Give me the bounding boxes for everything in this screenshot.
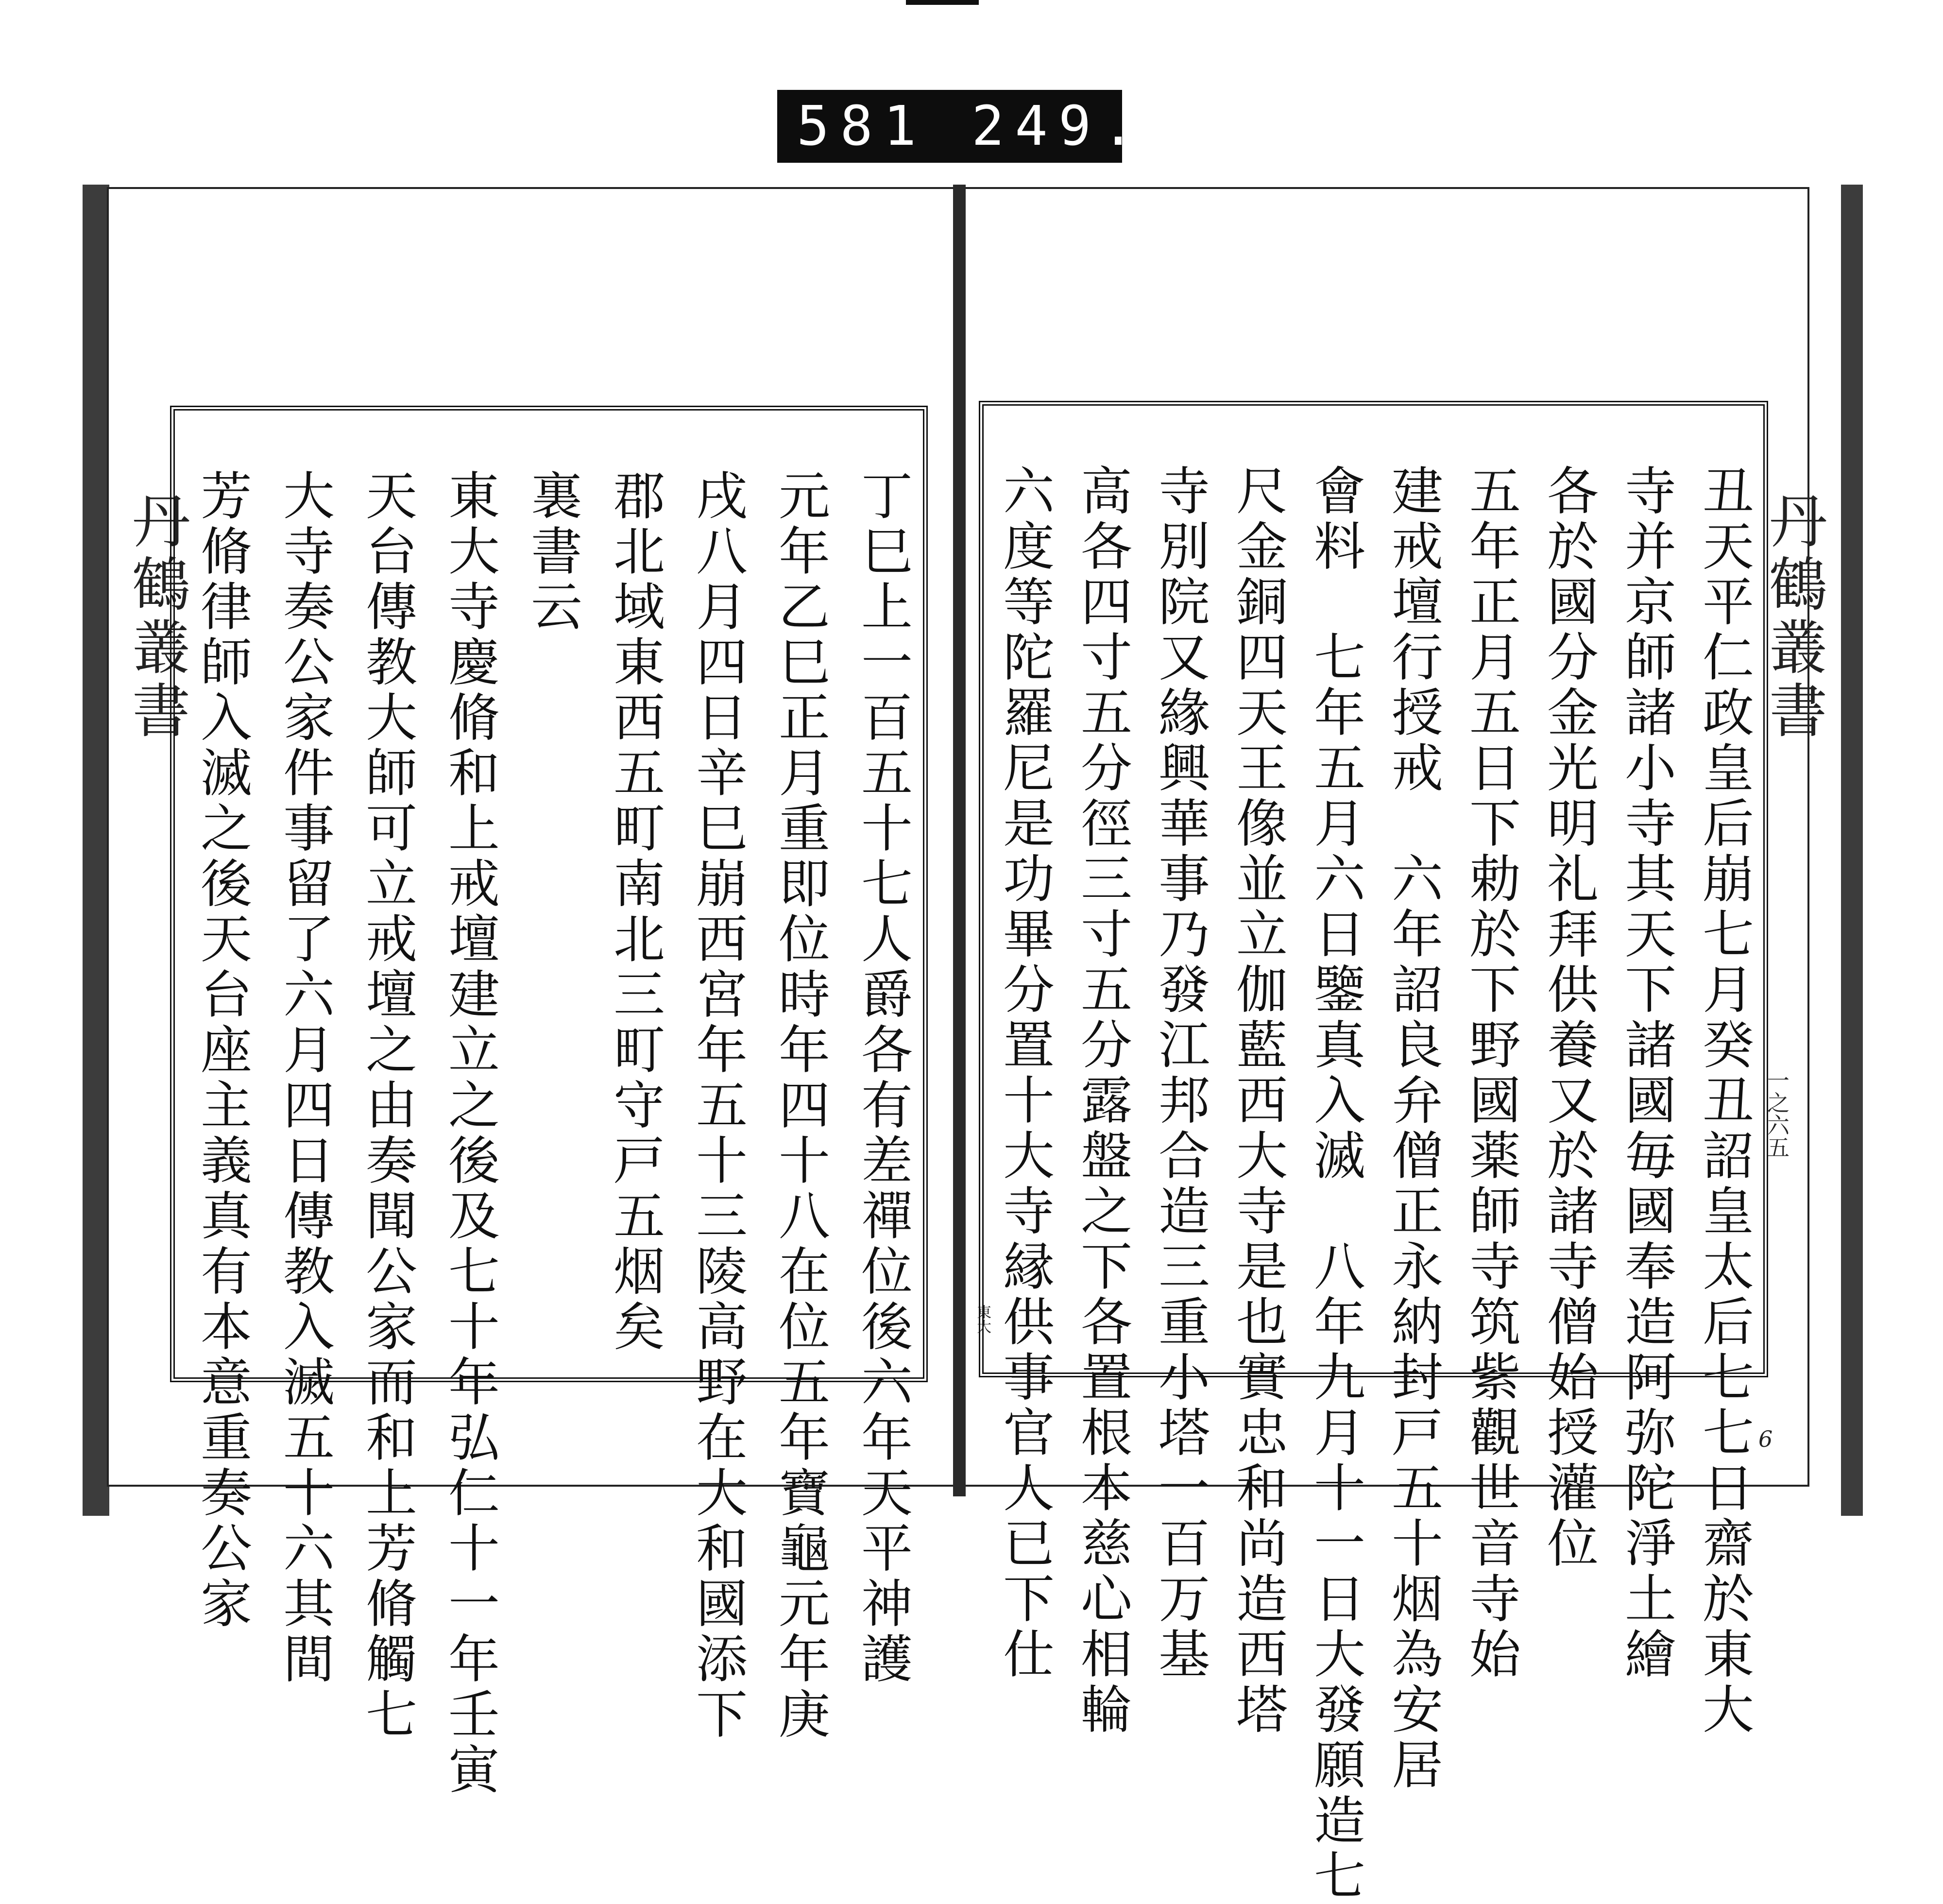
- text-column: 各於國分金光明礼拜供養又於諸寺僧始授灌位: [1539, 464, 1599, 1572]
- right-page-header: 丹鶴叢書: [1759, 491, 1827, 743]
- book-gutter: [953, 185, 966, 1496]
- folio-number: 一之六五: [1764, 1069, 1790, 1158]
- left-text-frame: [170, 406, 928, 1798]
- top-mark: [906, 0, 979, 5]
- text-column: 東大寺慶脩和上戒壇建立之後及七十年弘仁十一年壬寅: [440, 469, 500, 1798]
- text-column: 裏書云: [523, 469, 582, 635]
- text-column: 尺金銅四天王像並立伽藍西大寺是也實忠和尚造西塔: [1228, 464, 1288, 1738]
- page-mark: 6: [1758, 1426, 1773, 1452]
- catalog-number-left: 581: [797, 95, 927, 158]
- book-edge-right: [1841, 185, 1863, 1516]
- text-column: 天台傳教大師可立戒壇之由奏聞公家而和上芳脩觸七: [358, 469, 417, 1743]
- left-page-header: 丹鶴叢書: [122, 491, 190, 743]
- catalog-number-right: 249.: [972, 95, 1145, 158]
- text-column: 會料 七年五月六日鑒真入滅 八年九月十一日大發願造七: [1306, 464, 1365, 1904]
- text-column: 芳脩律師入滅之後天台座主義真有本意重奏公家: [192, 469, 252, 1632]
- text-column: 六度等陀羅尼是功畢分置十大寺縁供事官人已下仕: [995, 464, 1055, 1682]
- book-edge-left: [83, 185, 109, 1516]
- text-column: 丁巳上一百五十七人爵各有差禪位後六年天平神護: [853, 469, 913, 1687]
- catalog-label: [777, 90, 1145, 163]
- text-column: 高各四寸五分徑三寸五分露盤之下各置根本慈心相輪: [1073, 464, 1132, 1738]
- text-column: 大寺奏公家件事留了六月四日傳教入滅五十六其間: [275, 469, 335, 1687]
- text-column: 丑天平仁政皇后崩七月癸丑詔皇太后七七日齋於東大: [1694, 464, 1754, 1738]
- right-text-frame: [979, 401, 1768, 1904]
- text-column: 建戒壇行授戒 六年詔良弁僧正永納封戸五十烟為安居: [1383, 464, 1443, 1793]
- text-column: 戌八月四日辛巳崩西宮年五十三陵高野在大和國添下: [688, 469, 748, 1743]
- text-column: 元年乙巳正月重即位時年四十八在位五年寶龜元年庚: [770, 469, 830, 1743]
- text-column: 寺并京師諸小寺其天下諸國毎國奉造阿弥陀淨土繪: [1617, 464, 1676, 1682]
- text-column: 五年正月五日下勅於下野國薬師寺筑紫觀世音寺始: [1461, 464, 1521, 1682]
- gutter-note: 東大: [974, 1304, 991, 1334]
- text-column: 郡北域東西五町南北三町守戸五烟矣: [605, 469, 665, 1355]
- text-column: 寺別院又緣興華事乃發江邦合造三重小塔一百万基: [1150, 464, 1210, 1682]
